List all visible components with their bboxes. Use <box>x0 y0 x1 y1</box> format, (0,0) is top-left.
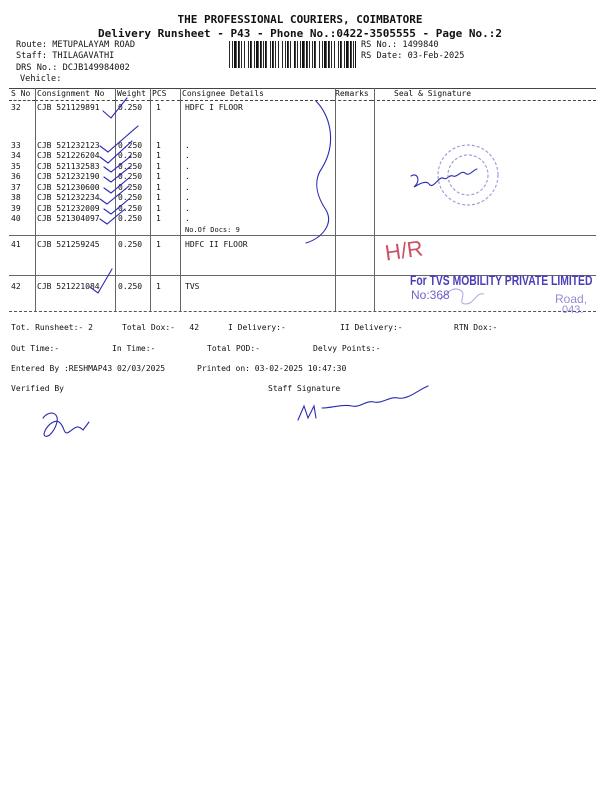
cell-weight: 0.250 <box>118 282 143 291</box>
vehicle-label: Vehicle: <box>20 74 62 84</box>
cell-sno: 35 <box>11 162 21 171</box>
hr-mark: H/R <box>383 235 425 266</box>
cell-consignee: . <box>185 193 190 202</box>
cell-sno: 42 <box>11 282 21 291</box>
col-consignee: Consignee Details <box>180 89 333 101</box>
cell-sno: 39 <box>11 204 21 213</box>
cell-pcs: 1 <box>156 162 161 171</box>
cell-pcs: 1 <box>156 204 161 213</box>
cell-pcs: 1 <box>156 183 161 192</box>
cell-consignment: CJB 521304097 <box>37 214 100 223</box>
cell-sno: 41 <box>11 240 21 249</box>
cell-sno: 36 <box>11 172 21 181</box>
printed-on: Printed on: 03-02-2025 10:47:30 <box>197 364 347 373</box>
stamp-address-1: No:368 <box>411 288 450 302</box>
cell-consignment: CJB 521232190 <box>37 172 100 181</box>
company-stamp: For TVS MOBILITY PRIVATE LIMITED <box>410 272 593 288</box>
cell-pcs: 1 <box>156 141 161 150</box>
cell-sno: 37 <box>11 183 21 192</box>
cell-consignment: CJB 521232234 <box>37 193 100 202</box>
stamp-address-3: 043. <box>562 304 584 316</box>
cell-consignee: . <box>185 214 190 223</box>
cell-consignee: . <box>185 141 190 150</box>
tick-mark <box>104 199 129 214</box>
cell-sno: 38 <box>11 193 21 202</box>
tick-mark <box>103 98 127 118</box>
bracket-mark <box>306 101 331 243</box>
cell-consignee: HDFC I FLOOR <box>185 103 243 112</box>
cell-sno: 34 <box>11 151 21 160</box>
tick-mark <box>100 126 138 152</box>
cell-pcs: 1 <box>156 282 161 291</box>
cell-pcs: 1 <box>156 151 161 160</box>
cell-weight: 0.250 <box>118 183 143 192</box>
i-delivery: I Delivery:- <box>228 323 286 332</box>
col-remarks: Remarks <box>333 89 372 101</box>
cell-sno: 33 <box>11 141 21 150</box>
tick-mark <box>100 209 125 224</box>
col-sno: S No <box>9 89 35 101</box>
cell-consignment: CJB 521259245 <box>37 240 100 249</box>
out-time: Out Time:- <box>11 344 60 353</box>
col-consignment: Consignment No <box>35 89 115 101</box>
cell-weight: 0.250 <box>118 172 143 181</box>
entered-by: Entered By :RESHMAP43 02/03/2025 <box>11 364 166 373</box>
cell-consignee: . <box>185 162 190 171</box>
cell-sno: 32 <box>11 103 21 112</box>
cell-weight: 0.250 <box>118 240 143 249</box>
cell-consignee: . <box>185 151 190 160</box>
cell-consignee: . <box>185 172 190 181</box>
col-seal: Seal & Signature <box>372 89 596 101</box>
verified-signature <box>43 413 89 436</box>
cell-consignment: CJB 521226204 <box>37 151 100 160</box>
cell-consignee: . <box>185 183 190 192</box>
cell-weight: 0.250 <box>118 193 143 202</box>
cell-weight: 0.250 <box>118 162 143 171</box>
seal-stamp-inner <box>448 155 488 195</box>
staff-label: Staff: THILAGAVATHI <box>16 51 115 61</box>
total-dox: Total Dox:- 42 <box>122 323 200 332</box>
cell-consignment: CJB 521230600 <box>37 183 100 192</box>
cell-sno: 40 <box>11 214 21 223</box>
cell-consignee: . <box>185 204 190 213</box>
total-pod: Total POD:- <box>207 344 260 353</box>
seal-stamp-circle <box>438 145 498 205</box>
rtn-dox: RTN Dox:- <box>454 323 498 332</box>
cell-weight: 0.250 <box>118 151 143 160</box>
staff-signature-label: Staff Signature <box>268 384 341 393</box>
cell-pcs: 1 <box>156 214 161 223</box>
seal-signature <box>411 169 477 187</box>
cell-weight: 0.250 <box>118 141 143 150</box>
cell-pcs: 1 <box>156 193 161 202</box>
stamp-address-2: Road, <box>555 292 588 306</box>
tick-mark <box>90 269 112 293</box>
in-time: In Time:- <box>112 344 156 353</box>
cell-pcs: 1 <box>156 240 161 249</box>
rs-number: RS No.: 1499840 <box>361 40 439 50</box>
delvy-points: Delvy Points:- <box>313 344 381 353</box>
ii-delivery: II Delivery:- <box>340 323 403 332</box>
route-label: Route: METUPALAYAM ROAD <box>16 40 135 50</box>
cell-weight: 0.250 <box>118 214 143 223</box>
rs-date: RS Date: 03-Feb-2025 <box>361 51 465 61</box>
no-of-docs: No.Of Docs: 9 <box>185 226 240 234</box>
cell-consignee: TVS <box>185 282 200 291</box>
cell-consignment: CJB 521129891 <box>37 103 100 112</box>
company-title: THE PROFESSIONAL COURIERS, COIMBATORE <box>177 13 423 26</box>
cell-pcs: 1 <box>156 103 161 112</box>
cell-consignment: CJB 521232009 <box>37 204 100 213</box>
cell-consignment: CJB 521221084 <box>37 282 100 291</box>
cell-consignee: HDFC II FLOOR <box>185 240 248 249</box>
cell-consignment: CJB 521132583 <box>37 162 100 171</box>
col-weight: Weight <box>115 89 150 101</box>
drs-label: DRS No.: DCJB149984002 <box>16 63 130 73</box>
tot-runsheet: Tot. Runsheet:- 2 <box>11 323 93 332</box>
cell-pcs: 1 <box>156 172 161 181</box>
col-pcs: PCS <box>150 89 180 101</box>
cell-weight: 0.250 <box>118 204 143 213</box>
cell-weight: 0.250 <box>118 103 143 112</box>
cell-consignment: CJB 521232123 <box>37 141 100 150</box>
verified-by: Verified By <box>11 384 64 393</box>
runsheet-subtitle: Delivery Runsheet - P43 - Phone No.:0422-3505555 - Page No.:2 <box>98 27 502 40</box>
